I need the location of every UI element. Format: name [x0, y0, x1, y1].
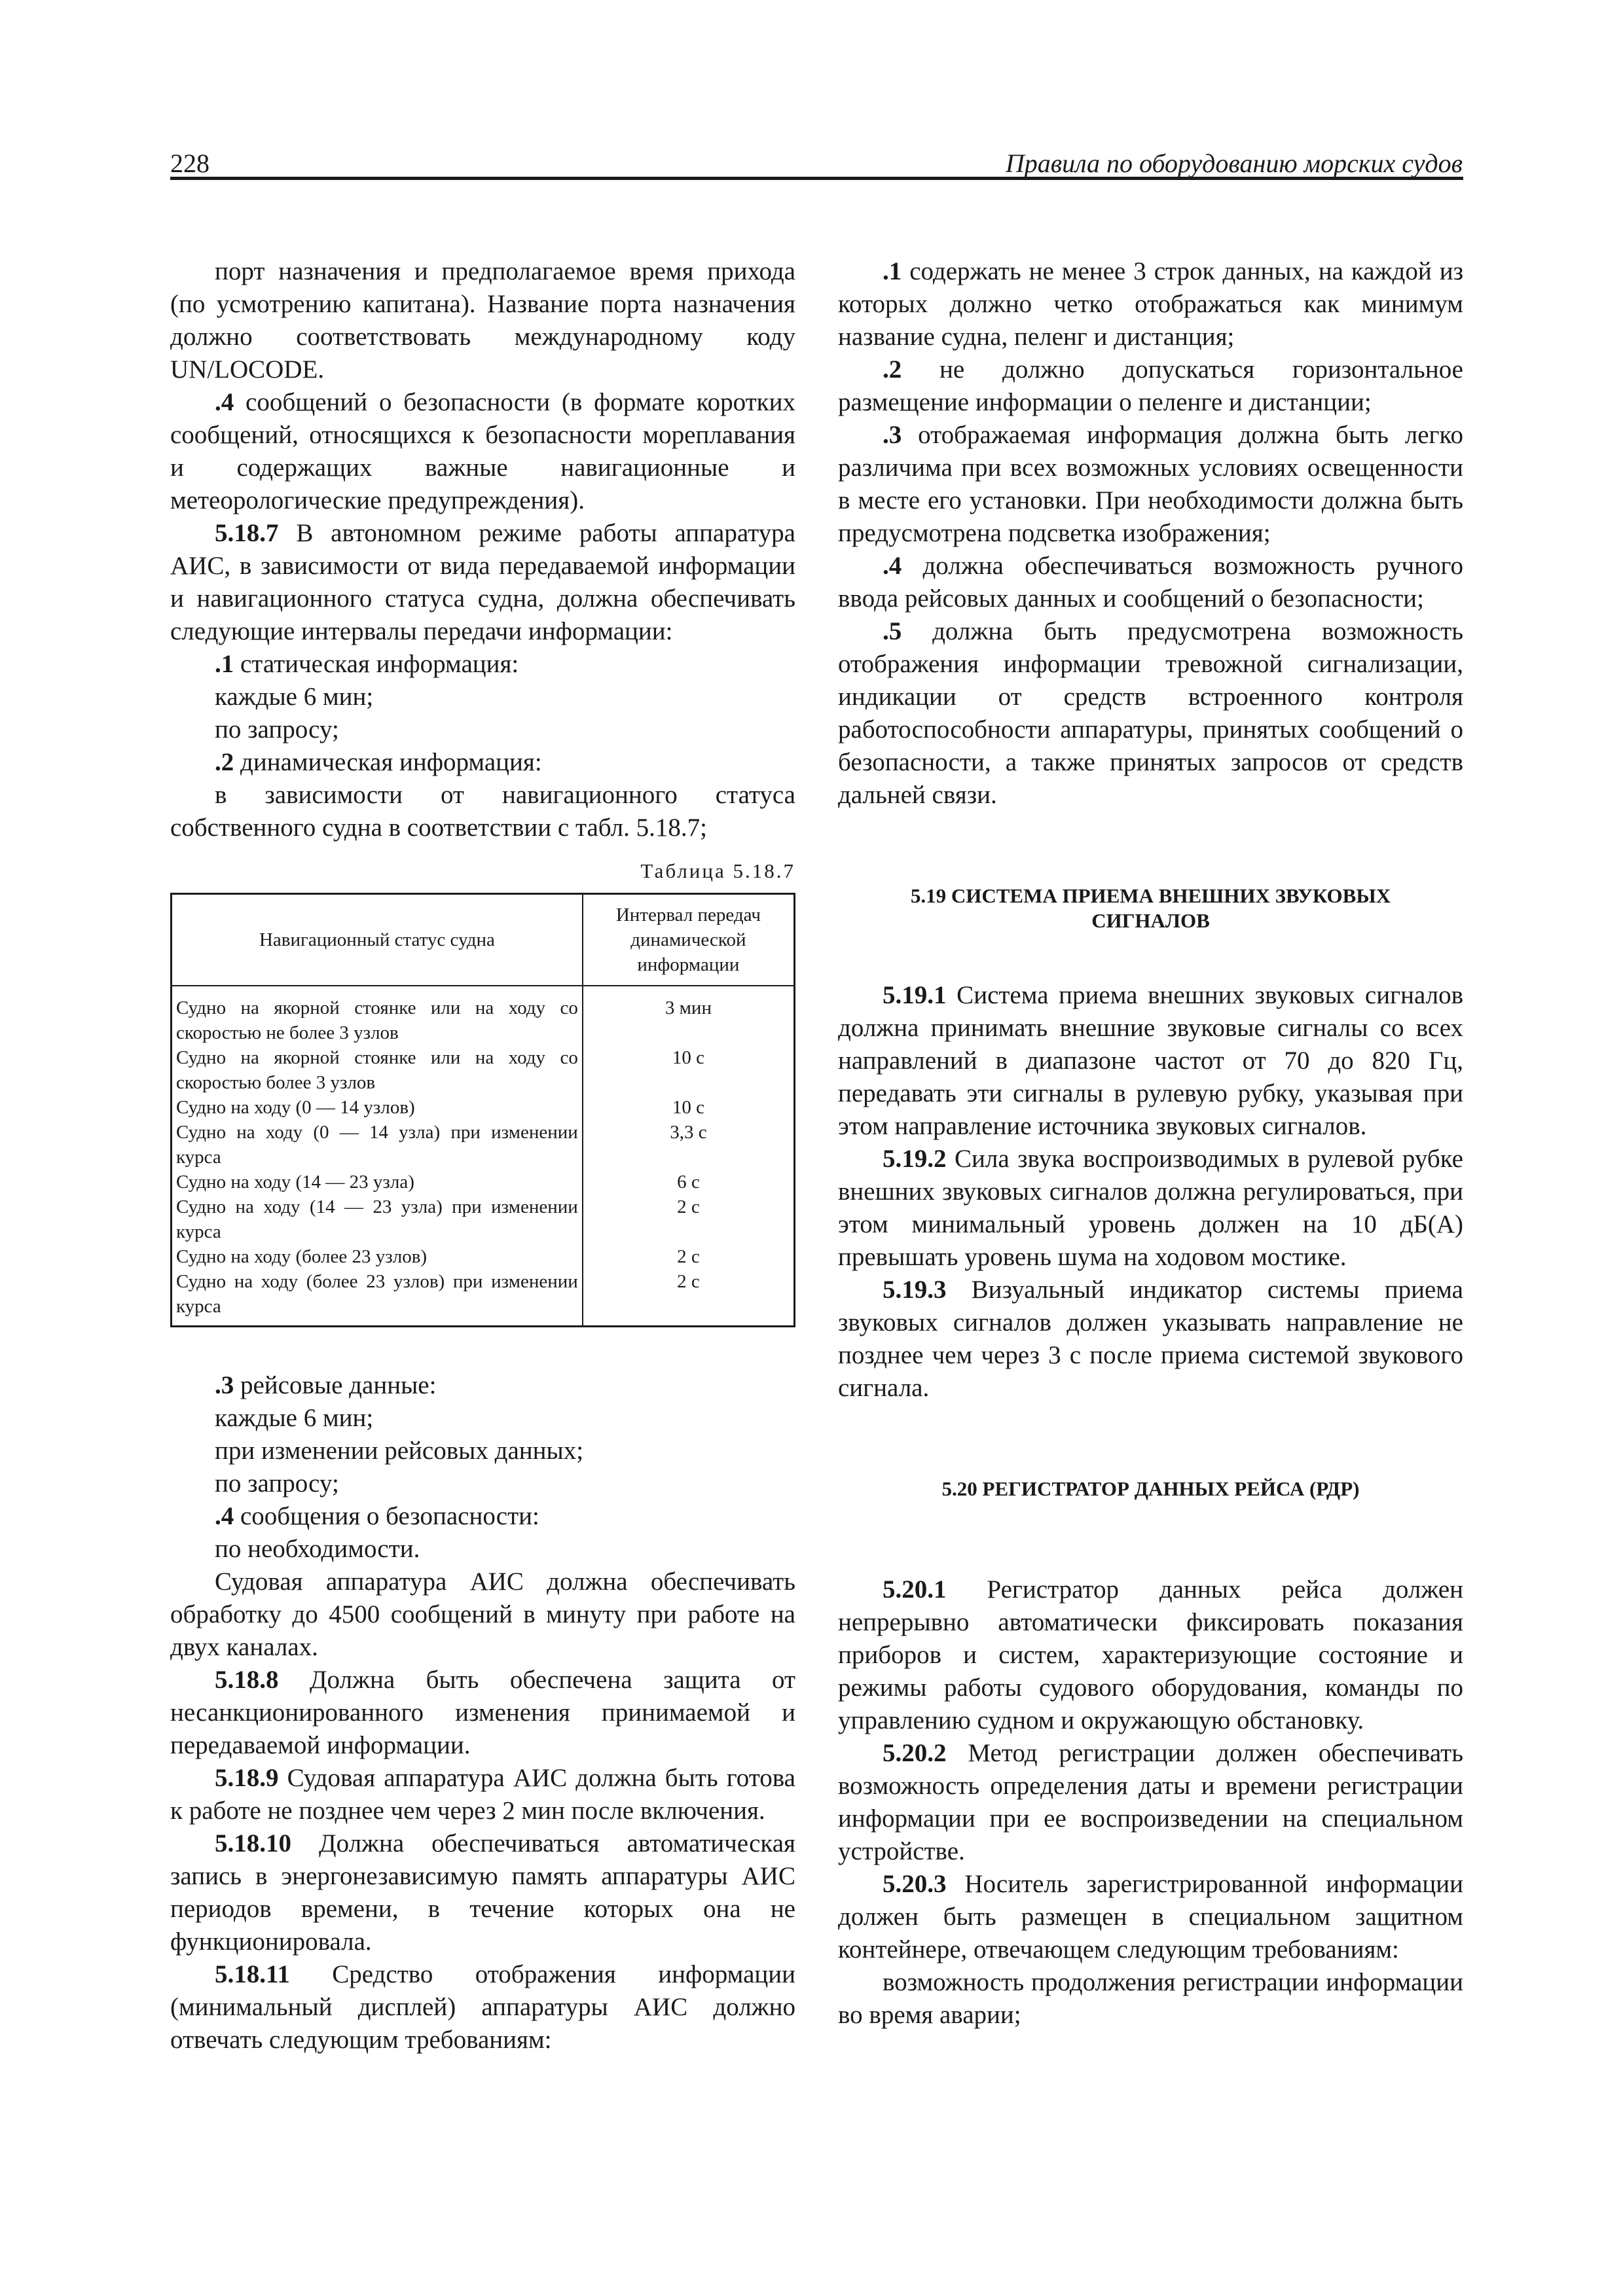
section-number: 5.20.1: [883, 1575, 947, 1604]
intervals-table: [170, 893, 795, 1327]
item-text: должна обеспечиваться возможность ручного ввода рейсовых данных и сообщений о безопасности;: [838, 552, 1463, 613]
list-line: по необходимости.: [215, 1535, 420, 1563]
item-number: .5: [883, 617, 902, 645]
table-cell-interval: 2 с: [677, 1246, 700, 1267]
section-text: В автономном режиме работы аппаратура АИС, в зависимости от вида передаваемой информации и навигационного статуса судна, должна обеспечивать следующие интервалы передачи информации:: [170, 519, 795, 645]
section-heading-line: СИГНАЛОВ: [1091, 909, 1210, 932]
item-number: .3: [883, 421, 902, 449]
paragraph: [170, 517, 795, 648]
list-item: [838, 550, 1463, 615]
table-row: [172, 1120, 795, 1170]
table-cell-status: Судно на ходу (0 — 14 узлов): [172, 1095, 583, 1120]
paragraph: [838, 1868, 1463, 1966]
section-number: 5.18.7: [215, 519, 279, 547]
table-row: [172, 986, 795, 1045]
paragraph: возможность продолжения регистрации информации во время аварии;: [838, 1968, 1463, 2029]
item-number: .4: [883, 552, 902, 580]
section-text: Регистратор данных рейса должен непрерывно автоматически фиксировать показания приборов и систем, характеризующие состояние и режимы работы судового оборудования, команды по управлению судном и окружающую обстановку.: [838, 1575, 1463, 1734]
table-caption: Таблица 5.18.7: [640, 859, 795, 882]
paragraph: в зависимости от навигационного статуса собственного судна в соответствии с табл. 5.18.7;: [170, 781, 795, 842]
section-number: 5.18.9: [215, 1764, 279, 1792]
item-text: не должно допускаться горизонтальное размещение информации о пеленге и дистанции;: [838, 355, 1463, 416]
item-text: должна быть предусмотрена возможность отображения информации тревожной сигнализации, индикации от средств встроенного контроля работоспособности аппаратуры, принятых сообщений о безопасности, а также принятых запросов от средств дальней связи.: [838, 617, 1463, 809]
table-cell-status: Судно на ходу (более 23 узлов) при изменении курса: [172, 1269, 583, 1327]
table-cell-interval: 3,3 с: [670, 1122, 707, 1143]
section-heading-5-20: 5.20 РЕГИСТРАТОР ДАННЫХ РЕЙСА (РДР): [941, 1477, 1360, 1500]
section-text: Средство отображения информации (минимальный дисплей) аппаратуры АИС должно отвечать следующим требованиям:: [170, 1960, 795, 2054]
table-row: [172, 1095, 795, 1120]
list-line: по запросу;: [215, 1469, 339, 1498]
header-rule: [170, 177, 1463, 180]
list-item: [838, 615, 1463, 812]
section-heading-5-19: [838, 884, 1463, 933]
item-number: .4: [215, 388, 234, 416]
table-row: [172, 1045, 795, 1095]
paragraph: [170, 1827, 795, 1958]
running-title: Правила по оборудованию морских судов: [1005, 149, 1463, 178]
list-item: [170, 1500, 795, 1533]
table-row: [172, 1194, 795, 1244]
page-number: 228: [170, 149, 210, 178]
paragraph: [838, 1573, 1463, 1737]
item-number: .3: [215, 1371, 234, 1399]
table-cell-interval: 2 с: [677, 1271, 700, 1292]
list-item: [170, 746, 795, 779]
table-cell-interval: 10 с: [672, 1047, 704, 1068]
item-text: динамическая информация:: [234, 748, 542, 776]
section-text: Судовая аппаратура АИС должна быть готова к работе не позднее чем через 2 мин после включения.: [170, 1764, 795, 1825]
item-text: отображаемая информация должна быть легко различима при всех возможных условиях освещенности в месте его установки. При необходимости должна быть предусмотрена подсветка изображения;: [838, 421, 1463, 547]
paragraph: [170, 1664, 795, 1762]
paragraph: Судовая аппаратура АИС должна обеспечивать обработку до 4500 сообщений в минуту при работе на двух каналах.: [170, 1568, 795, 1661]
paragraph: [170, 1762, 795, 1827]
paragraph: [838, 1143, 1463, 1274]
table-row: [172, 1244, 795, 1269]
left-column: [170, 255, 795, 2056]
table-cell-status: Судно на ходу (14 — 23 узла) при изменении курса: [172, 1194, 583, 1244]
table-cell-status: Судно на якорной стоянке или на ходу со скоростью не более 3 узлов: [172, 986, 583, 1045]
list-item: [838, 419, 1463, 550]
list-line: при изменении рейсовых данных;: [215, 1437, 584, 1465]
table-cell-status: Судно на ходу (более 23 узлов): [172, 1244, 583, 1269]
section-number: 5.19.2: [883, 1145, 947, 1173]
paragraph: [170, 1958, 795, 2056]
section-text: Визуальный индикатор системы приема звуковых сигналов должен указывать направление не позднее чем через 3 с после приема системой звукового сигнала.: [838, 1276, 1463, 1402]
item-text: статическая информация:: [234, 650, 519, 678]
list-item: [838, 353, 1463, 419]
item-number: .1: [883, 257, 902, 285]
section-number: 5.19.3: [883, 1276, 947, 1304]
section-number: 5.20.3: [883, 1870, 947, 1898]
table-cell-status: Судно на якорной стоянке или на ходу со скоростью более 3 узлов: [172, 1045, 583, 1095]
paragraph: [838, 1737, 1463, 1868]
paragraph: [838, 1274, 1463, 1405]
item-text: рейсовые данные:: [234, 1371, 437, 1399]
section-number: 5.19.1: [883, 981, 947, 1009]
section-text: Должна обеспечиваться автоматическая запись в энергонезависимую память аппаратуры АИС периодов времени, в течение которых она не функционировала.: [170, 1829, 795, 1956]
paragraph: [838, 979, 1463, 1143]
right-column: [838, 255, 1463, 2032]
item-number: .2: [215, 748, 234, 776]
list-item: [838, 255, 1463, 353]
section-number: 5.20.2: [883, 1739, 947, 1767]
item-number: .2: [883, 355, 902, 384]
table-header-row: [172, 894, 795, 986]
table-cell-interval: 3 мин: [665, 997, 712, 1018]
table-header-interval: Интервал передач динамической информации: [583, 894, 795, 986]
table-cell-interval: 2 с: [677, 1196, 700, 1217]
table-cell-interval: 6 с: [677, 1172, 700, 1193]
list-line: по запросу;: [215, 715, 339, 744]
table-cell-interval: 10 с: [672, 1097, 704, 1118]
table-header-status: Навигационный статус судна: [172, 894, 583, 986]
list-item: [170, 1369, 795, 1402]
table-row: [172, 1170, 795, 1194]
section-text: Сила звука воспроизводимых в рулевой рубке внешних звуковых сигналов должна регулироваться, при этом минимальный уровень должен на 10 дБ(А) превышать уровень шума на ходовом мостике.: [838, 1145, 1463, 1271]
section-text: Должна быть обеспечена защита от несанкционированного изменения принимаемой и передаваемой информации.: [170, 1666, 795, 1759]
table-row: [172, 1269, 795, 1327]
table-cell-status: Судно на ходу (0 — 14 узла) при изменении курса: [172, 1120, 583, 1170]
item-number: .4: [215, 1502, 234, 1530]
list-item: [170, 648, 795, 681]
section-heading-line: 5.19 СИСТЕМА ПРИЕМА ВНЕШНИХ ЗВУКОВЫХ: [910, 884, 1391, 907]
table-cell-status: Судно на ходу (14 — 23 узла): [172, 1170, 583, 1194]
item-number: .1: [215, 650, 234, 678]
item-text: сообщений о безопасности (в формате коротких сообщений, относящихся к безопасности мореплавания и содержащих важные навигационные и метеорологические предупреждения).: [170, 388, 795, 514]
paragraph: порт назначения и предполагаемое время прихода (по усмотрению капитана). Название порта назначения должно соответствовать международному коду UN/LOCODE.: [170, 257, 795, 384]
item-text: содержать не менее 3 строк данных, на каждой из которых должно четко отображаться как минимум название судна, пеленг и дистанция;: [838, 257, 1463, 351]
section-text: Носитель зарегистрированной информации должен быть размещен в специальном защитном контейнере, отвечающем следующим требованиям:: [838, 1870, 1463, 1964]
section-number: 5.18.10: [215, 1829, 291, 1857]
section-number: 5.18.8: [215, 1666, 279, 1694]
list-line: каждые 6 мин;: [215, 1404, 374, 1432]
section-text: Метод регистрации должен обеспечивать возможность определения даты и времени регистрации информации при ее воспроизведении на специальном устройстве.: [838, 1739, 1463, 1865]
section-number: 5.18.11: [215, 1960, 290, 1988]
list-line: каждые 6 мин;: [215, 683, 374, 711]
item-text: сообщения о безопасности:: [234, 1502, 539, 1530]
paragraph: [170, 386, 795, 517]
section-text: Система приема внешних звуковых сигналов должна принимать внешние звуковые сигналы со всех направлений в диапазоне частот от 70 до 820 Гц, передавать эти сигналы в рулевую рубку, указывая при этом направление источника звуковых сигналов.: [838, 981, 1463, 1140]
